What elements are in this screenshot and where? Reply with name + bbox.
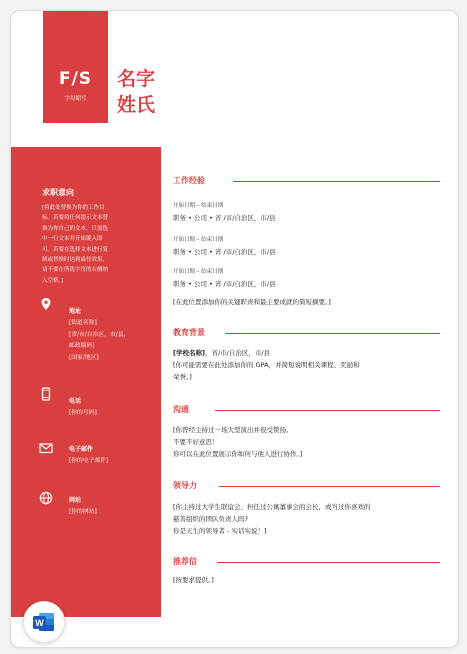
job-role: 职务 • 公司 • 省 /市/自治区，市/县 [173, 214, 276, 222]
communication-line: [你曾经主持过一场大型演出并很受赞扬。 [173, 426, 293, 434]
address-line: [省/市/自治区，市/县， [69, 331, 130, 338]
objective-line: 可。若要在选择文本进行复 [42, 246, 109, 253]
name-last: 姓氏 [117, 94, 156, 116]
objective-text [42, 203, 130, 286]
experience-title: 工作经验 [173, 176, 205, 185]
objective-line: [将此处替换为你的工作目 [42, 205, 105, 211]
monogram-block [43, 11, 108, 123]
communication-title: 沟通 [173, 405, 189, 414]
address-label: 地址 [69, 308, 82, 315]
leadership-line: 慈善组织的团队负责人吗? [173, 515, 248, 523]
name-first: 名字 [117, 68, 156, 90]
communication-line: 不要不好意思！ [173, 438, 219, 446]
objective-title: 求职意向 [42, 188, 74, 197]
job-dates: 开始日期 – 结束日期 [173, 237, 224, 243]
website-label: 网站 [69, 497, 82, 504]
globe-icon [39, 491, 53, 505]
word-icon [24, 602, 64, 642]
communication-divider [215, 410, 440, 411]
phone-icon [39, 387, 53, 401]
school-location: ，省/市/自治区，市/县 [204, 349, 271, 357]
references-text: [按要求提供。] [173, 576, 214, 584]
website-value: [你的网站] [69, 509, 97, 515]
initials: F/S [58, 69, 93, 89]
email-value: [你的电子邮件] [69, 458, 109, 464]
objective-line: 制或替换时达到最佳效果， [42, 257, 109, 264]
leadership-line: [你主持过大学生联谊会、担任过公寓董事会的会长，或当过你喜欢的 [173, 503, 371, 511]
job-dates: 开始日期 – 结束日期 [173, 269, 224, 275]
leadership-line: 你是天生的领导者 - 实话实说！] [173, 527, 267, 535]
address-line: 邮政编码] [69, 343, 95, 350]
education-details: 荣誉。] [173, 373, 192, 381]
address-line: [国家/地区] [69, 354, 99, 361]
job-dates: 开始日期 – 结束日期 [173, 203, 224, 209]
communication-line: 你可以在此位置展示你如何与他人进行协作。] [173, 450, 303, 458]
email-icon [39, 441, 53, 455]
objective-line: 中一行文本并开始键入即 [42, 236, 103, 243]
objective-line: 请不要在所选字符的右侧纳 [42, 267, 109, 274]
word-letter: W [35, 618, 44, 628]
main-content [173, 11, 443, 647]
objective-line: 入空格。] [42, 277, 64, 284]
objective-line: 标。若要将任何提示文本替 [42, 215, 109, 222]
location-pin-icon [39, 297, 53, 311]
education-details: [你可能需要在此处添加你的 GPA，并简短说明相关课程、奖励和 [173, 361, 360, 369]
initials-caption: 字母缩写 [64, 96, 87, 102]
references-title: 推荐信 [173, 557, 197, 566]
phone-label: 电话 [69, 398, 82, 405]
education-divider [225, 333, 440, 334]
school-line [173, 348, 423, 360]
leadership-title: 领导力 [173, 481, 197, 490]
address-value [69, 318, 129, 364]
resume-page [10, 10, 459, 648]
contact-sidebar [11, 147, 161, 617]
objective-line: 换为你自己的文本，只需选 [42, 225, 109, 232]
email-label: 电子邮件 [69, 446, 94, 453]
education-title: 教育背景 [173, 328, 205, 337]
address-line: [街道名称] [69, 320, 97, 326]
phone-value: [你的号码] [69, 410, 97, 416]
references-divider [217, 562, 440, 563]
school-name: [学校名称] [173, 349, 205, 357]
word-app-badge[interactable] [23, 601, 65, 643]
candidate-name [117, 66, 155, 118]
leadership-divider [219, 486, 440, 487]
job-role: 职务 • 公司 • 省 /市/自治区，市/县 [173, 280, 276, 288]
job-role: 职务 • 公司 • 省 /市/自治区，市/县 [173, 248, 276, 256]
experience-divider [233, 181, 440, 182]
experience-summary: [在此位置添加你的关键职责和最主要成就的简短摘要。] [173, 298, 331, 306]
